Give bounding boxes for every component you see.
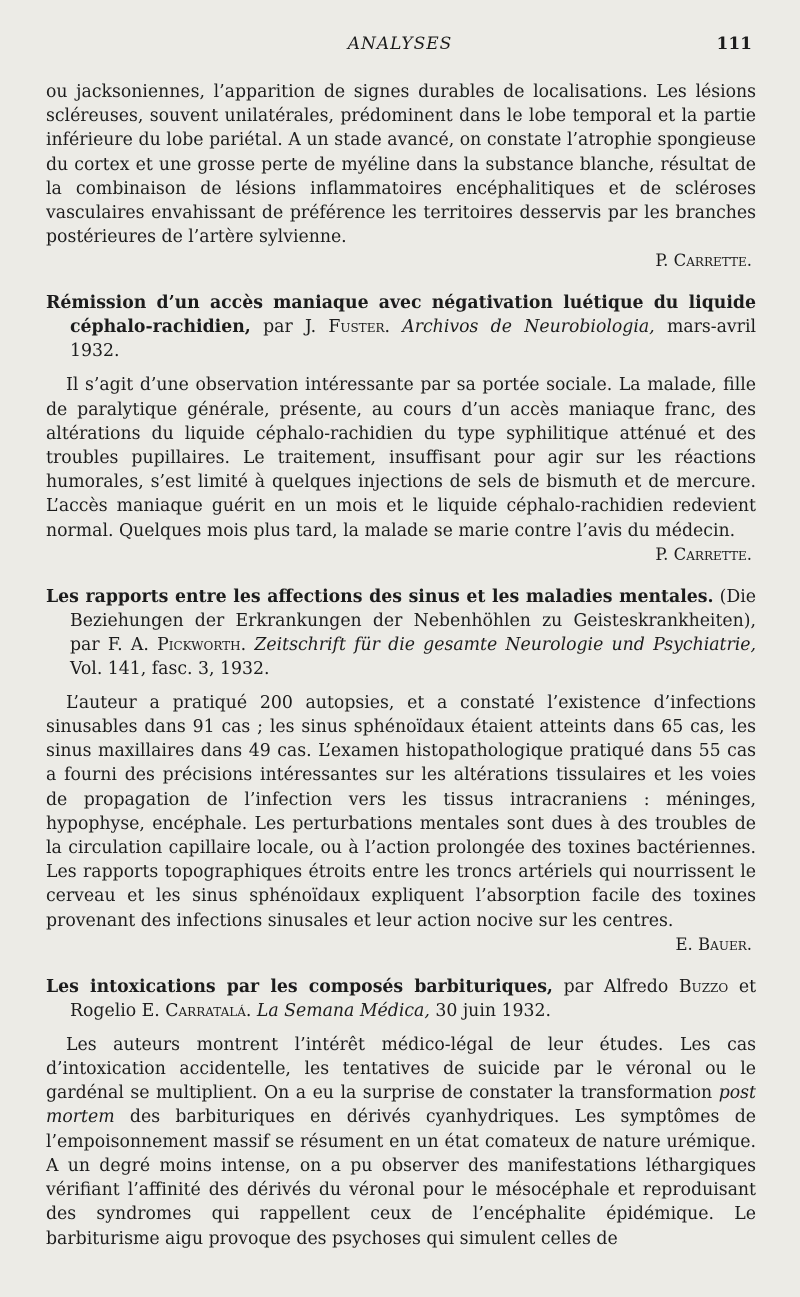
article-2-journal: Zeitschrift für die gesamte Neurologie und Psychiatrie,: [254, 634, 756, 655]
intro-signature: P. Carrette.: [655, 251, 752, 271]
article-1-heading: [46, 291, 756, 363]
article-1-by: par J.: [263, 317, 317, 338]
article-1-signature: P. Carrette.: [655, 544, 752, 564]
article-2-signature: E. Bauer.: [675, 934, 752, 954]
article-3-author-1: Buzzo: [678, 976, 729, 997]
article-1-body: Il s’agit d’une observation intéressante par sa portée sociale. La malade, fille de paralytique générale, présente, au cours d’un accès maniaque franc, des altérations du liquide céphalo-rachidien du type syphilitique atténué et des troubles pupillaires. Le traitement, insuffisant pour agir sur les réactions humorales, s’est limité à quelques injections de sels de bismuth et de mercure. L’accès maniaque guérit en un mois et le liquide céphalo-rachidien redevient normal. Quelques mois plus tard, la malade se marie contre l’avis du médecin.: [46, 375, 756, 541]
article-2-body: L’auteur a pratiqué 200 autopsies, et a constaté l’existence d’infections sinusables dans 91 cas ; les sinus sphénoïdaux étaient atteints dans 65 cas, les sinus maxillaires dans 49 cas. L’examen histopathologique pratiqué dans 55 cas a fourni des précisions intéressantes sur les altérations tissulaires et les voies de propagation de l’infection vers les tissus intracraniens : méninges, hypophyse, encéphale. Les perturbations mentales sont dues à des troubles de la circulation capillaire locale, ou à l’action prolongée des toxines bactériennes. Les rapports topographiques étroits entre les troncs artériels qui nourrissent le cerveau et les sinus sphénoïdaux expliquent l’absorption facile des toxines provenant des infections sinusales et leur action nocive sur les centres.: [46, 692, 756, 931]
article-3-body-part-1: Les auteurs montrent l’intérêt médico-légal de leur études. Les cas d’intoxication accidentelle, les tentatives de suicide par le véronal ou le gardénal se multiplient. On a eu la surprise de constater la transformation: [46, 1034, 756, 1104]
article-2-title: Les rapports entre les affections des sinus et les maladies mentales.: [46, 586, 714, 607]
page-content: [46, 80, 756, 1251]
running-title: ANALYSES: [347, 34, 453, 54]
article-3-journal: La Semana Médica,: [256, 1000, 430, 1021]
article-1-author: Fuster.: [328, 317, 390, 338]
article-3-and: et Rogelio E.: [70, 976, 757, 1021]
page-number: 111: [716, 34, 752, 54]
article-2-ref: Vol. 141, fasc. 3, 1932.: [70, 658, 270, 679]
article-3-body: [46, 1033, 756, 1251]
article-3-by: par Alfredo: [563, 976, 669, 997]
article-1-journal: Archivos de Neurobiologia,: [402, 317, 655, 338]
intro-paragraph: ou jacksoniennes, l’apparition de signes durables de localisations. Les lésions scléreuses, souvent unilatérales, prédominent dans le lobe temporal et la partie inférieure du lobe pariétal. A un stade avancé, on constate l’atrophie spongieuse du cortex et une grosse perte de myéline dans la substance blanche, résultat de la combinaison de lésions inflammatoires encéphalitiques et de scléroses vasculaires envahissant de préférence les territoires desservis par les branches postérieures de l’artère sylvienne.: [46, 82, 756, 248]
article-1-title: Rémission d’un accès maniaque avec négativation luétique du liquide céphalo-rachidien,: [46, 293, 756, 338]
article-3-author-2: Carratalá.: [165, 1000, 252, 1021]
article-3-body-part-2: des barbituriques en dérivés cyanhydriques. Les symptômes de l’empoisonnement massif se résument en un état comateux de nature urémique. A un degré moins intense, on a pu observer des manifestations léthargiques vérifiant l’affinité des dérivés du véronal pour le mésocéphale et reproduisant des syndromes qui rappellent ceux de l’encéphalite épidémique. Le barbiturisme aigu provoque des psychoses qui simulent celles de: [46, 1107, 756, 1249]
article-2-author: Pickworth.: [157, 634, 247, 655]
article-3-body-italic: post mortem: [46, 1083, 756, 1128]
article-2-heading: [46, 585, 756, 681]
article-3-date: 30 juin 1932.: [435, 1000, 551, 1021]
article-1-date: mars-avril 1932.: [70, 317, 756, 362]
article-2-by: par F. A.: [70, 634, 149, 655]
running-header: [48, 34, 752, 60]
article-2-subtitle: (Die Beziehungen der Erkrankungen der Nebenhöhlen zu Geisteskrankheiten),: [70, 586, 756, 631]
article-3-title: Les intoxications par les composés barbituriques,: [46, 976, 553, 997]
article-3-heading: [46, 975, 756, 1023]
